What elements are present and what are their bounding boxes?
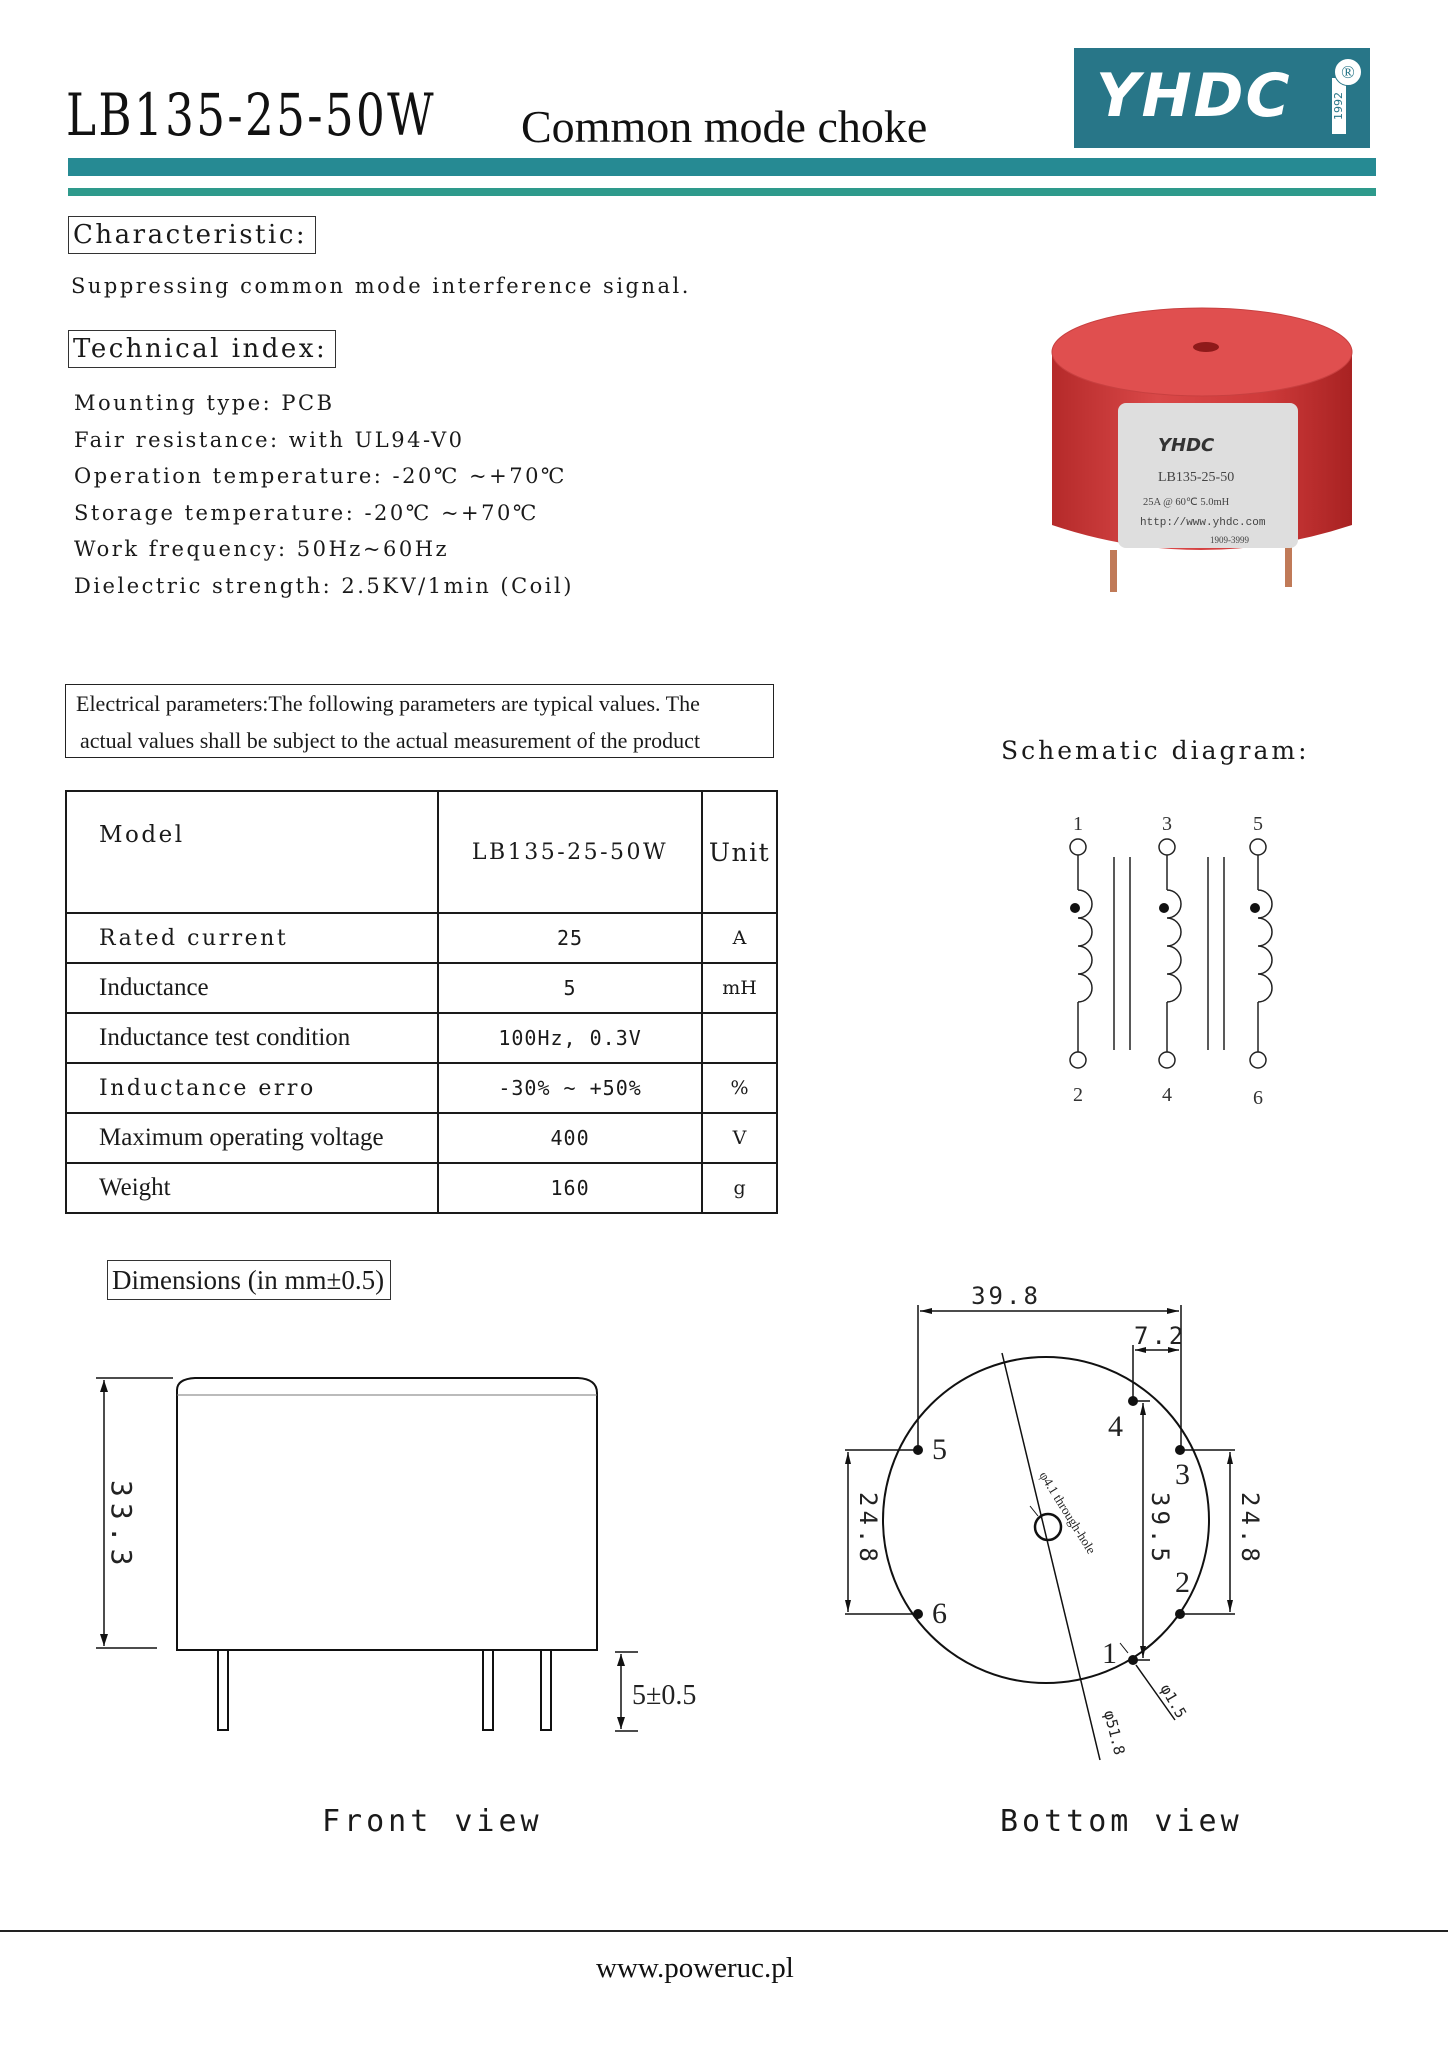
row-unit [702, 1013, 777, 1063]
dim-pin-offset: 7.2 [1134, 1322, 1187, 1350]
photo-label-code: 1909-3999 [1210, 535, 1249, 545]
pin-diameter-label: φ1.5 [1156, 1681, 1191, 1722]
pin-label: 3 [1162, 813, 1172, 835]
photo-label-brand: YHDC [1158, 435, 1215, 456]
dimensions-heading: Dimensions (in mm±0.5) [107, 1260, 391, 1300]
dim-pitch-left: 24.8 [854, 1492, 882, 1566]
footer-url-link[interactable]: www.poweruc.pl [596, 1952, 794, 1984]
spec-table [65, 790, 778, 1214]
row-param: Weight [66, 1163, 438, 1213]
row-value: 100Hz, 0.3V [438, 1013, 702, 1063]
photo-pin-right [1285, 545, 1292, 587]
bottom-view-drawing [830, 1270, 1280, 1790]
row-param: Inductance erro [66, 1063, 438, 1113]
note-line-1: Electrical parameters:The following parameters are typical values. The [76, 691, 700, 716]
polarity-dot-icon [1159, 903, 1169, 913]
row-param: Maximum operating voltage [66, 1113, 438, 1163]
footer-divider [0, 1930, 1448, 1932]
bottom-pin-label: 1 [1102, 1637, 1117, 1670]
tech-item-work-frequency: Work frequency: 50Hz~60Hz [74, 537, 450, 561]
logo-year: 1992 [1332, 78, 1346, 134]
body-diameter-label: φ51.8 [1100, 1708, 1129, 1757]
table-row [66, 963, 777, 1013]
row-value: 25 [438, 913, 702, 963]
product-photo [1040, 300, 1380, 610]
center-through-hole [1035, 1514, 1061, 1540]
logo-text: YHDC [1096, 61, 1292, 131]
header-unit: Unit [702, 791, 777, 913]
brand-logo [1074, 48, 1370, 148]
bottom-pin-label: 3 [1175, 1458, 1190, 1491]
row-param: Inductance test condition [66, 1013, 438, 1063]
row-unit: V [702, 1113, 777, 1163]
row-unit: A [702, 913, 777, 963]
photo-center-hole [1193, 342, 1219, 352]
row-value: 160 [438, 1163, 702, 1213]
characteristic-heading: Characteristic: [68, 216, 316, 254]
row-value: 400 [438, 1113, 702, 1163]
header-divider-primary [68, 158, 1376, 176]
front-pin [541, 1650, 551, 1730]
table-row [66, 1013, 777, 1063]
front-height-label: 33.3 [105, 1480, 138, 1572]
photo-label-url: http://www.yhdc.com [1140, 517, 1266, 529]
bottom-pin-label: 2 [1175, 1566, 1190, 1599]
bottom-view-label: Bottom view [1000, 1804, 1243, 1839]
pin-label: 4 [1162, 1084, 1172, 1106]
through-hole-label: φ4.1 through-hole [1036, 1468, 1100, 1557]
coil-1-2 [1070, 839, 1092, 1068]
dim-pin-span: 39.8 [971, 1282, 1041, 1310]
pin-label: 2 [1073, 1084, 1083, 1106]
registered-mark-icon: ® [1334, 58, 1362, 86]
polarity-dot-icon [1250, 903, 1260, 913]
electrical-parameters-note [65, 684, 774, 758]
dim-pin-vertical: 39.5 [1146, 1492, 1174, 1566]
photo-pin-left [1110, 550, 1117, 592]
photo-label-model: LB135-25-50 [1158, 470, 1235, 485]
tech-item-mounting: Mounting type: PCB [74, 391, 335, 415]
row-param: Rated current [66, 913, 438, 963]
technical-index-heading: Technical index: [68, 330, 336, 368]
tech-item-dielectric: Dielectric strength: 2.5KV/1min (Coil) [74, 573, 574, 598]
tech-item-storage-temp: Storage temperature: -20℃ ~+70℃ [74, 500, 539, 525]
coil-3-4 [1159, 839, 1181, 1068]
front-body-outline [177, 1378, 597, 1650]
model-title: LB135-25-50W [66, 81, 436, 149]
bottom-pin-label: 6 [932, 1597, 947, 1630]
front-pin [483, 1650, 493, 1730]
row-value: -30% ~ +50% [438, 1063, 702, 1113]
header-model: LB135-25-50W [438, 791, 702, 913]
technical-index-list [74, 385, 574, 604]
schematic-diagram [1040, 800, 1310, 1120]
front-view-drawing [60, 1360, 760, 1760]
row-param: Inductance [66, 963, 438, 1013]
pin-label: 1 [1073, 813, 1083, 835]
header-param: Model [66, 791, 438, 913]
bottom-pin-label: 4 [1108, 1410, 1123, 1443]
characteristic-description: Suppressing common mode interference signal. [71, 274, 691, 298]
table-row [66, 1063, 777, 1113]
front-pin-length-label: 5±0.5 [632, 1680, 697, 1711]
table-row [66, 1113, 777, 1163]
front-view-label: Front view [322, 1804, 543, 1839]
table-row [66, 1163, 777, 1213]
front-pin [218, 1650, 228, 1730]
note-line-2: actual values shall be subject to the actual measurement of the product [80, 728, 701, 753]
pin-label: 5 [1253, 813, 1263, 835]
row-unit: % [702, 1063, 777, 1113]
tech-item-fire-resistance: Fair resistance: with UL94-V0 [74, 427, 465, 452]
polarity-dot-icon [1070, 903, 1080, 913]
row-value: 5 [438, 963, 702, 1013]
schematic-title: Schematic diagram: [1001, 736, 1310, 765]
table-header-row [66, 791, 777, 913]
tech-item-operation-temp: Operation temperature: -20℃ ~+70℃ [74, 464, 567, 488]
row-unit: g [702, 1163, 777, 1213]
coil-5-6 [1250, 839, 1272, 1068]
diameter-leader-line [1002, 1353, 1100, 1760]
photo-label-rating: 25A @ 60℃ 5.0mH [1143, 497, 1230, 508]
row-unit: mH [702, 963, 777, 1013]
dim-pitch-right: 24.8 [1236, 1492, 1264, 1566]
product-type-title: Common mode choke [521, 101, 928, 152]
pin-label: 6 [1253, 1087, 1263, 1109]
bottom-pin-label: 5 [932, 1433, 947, 1466]
header-divider-secondary [68, 188, 1376, 196]
table-row [66, 913, 777, 963]
